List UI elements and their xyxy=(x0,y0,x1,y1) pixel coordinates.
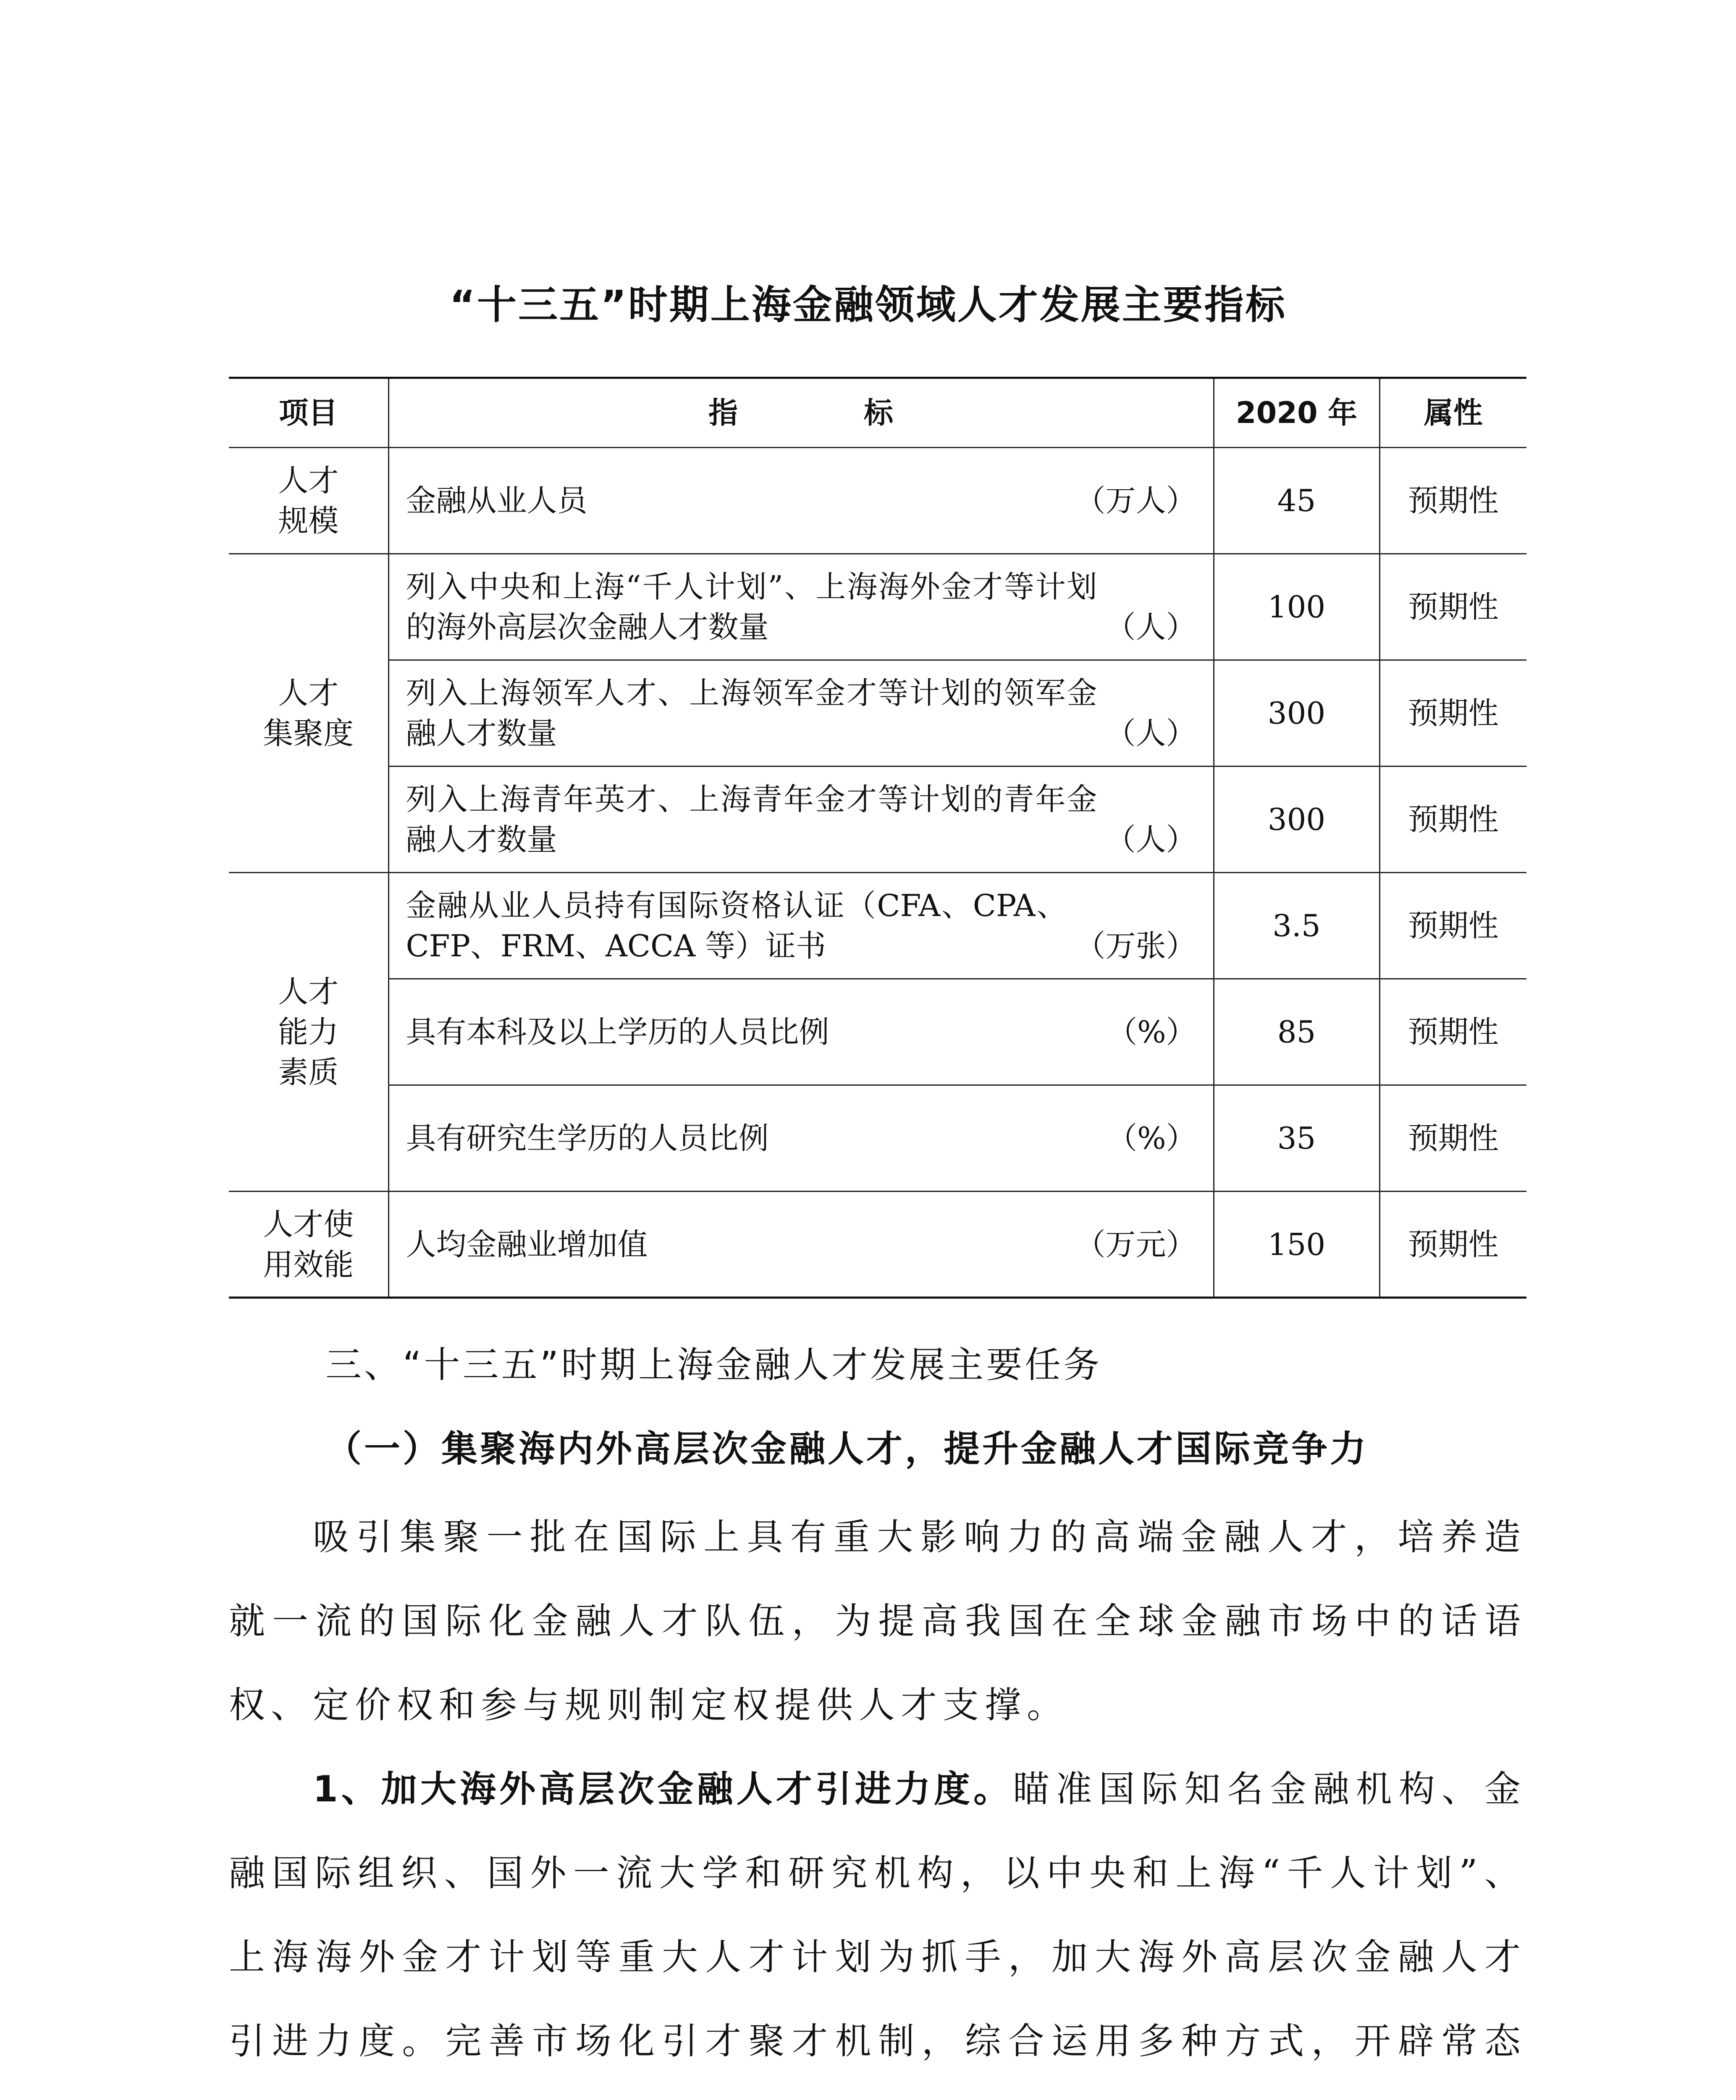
indicator-unit: （%） xyxy=(1107,1014,1196,1050)
paragraph-lead: 1、加大海外高层次金融人才引进力度。 xyxy=(313,1768,1013,1810)
value-cell: 85 xyxy=(1214,979,1379,1085)
table-row xyxy=(229,660,1526,766)
indicator-cell xyxy=(388,873,1214,979)
indicator-text: 金融从业人员持有国际资格认证（CFA、CPA、CFP、FRM、ACCA 等）证书 xyxy=(406,888,1067,963)
category-label: 人才使 用效能 xyxy=(263,1206,354,1282)
attribute-cell: 预期性 xyxy=(1379,660,1526,766)
indicator-cell xyxy=(388,979,1214,1085)
indicator-text: 列入中央和上海“千人计划”、上海海外金才等计划的海外高层次金融人才数量 xyxy=(406,569,1097,645)
table-row xyxy=(229,873,1526,979)
value-cell: 300 xyxy=(1214,660,1379,766)
category-label: 人才 规模 xyxy=(278,463,339,538)
indicator-unit: （万张） xyxy=(1075,928,1196,963)
value-cell: 300 xyxy=(1214,766,1379,873)
indicator-unit: （万人） xyxy=(1075,483,1196,518)
attribute-cell: 预期性 xyxy=(1379,1085,1526,1192)
attribute-cell: 预期性 xyxy=(1379,873,1526,979)
indicator-text: 列入上海青年英才、上海青年金才等计划的青年金融人才数量 xyxy=(406,782,1097,857)
header-project: 项目 xyxy=(229,378,388,448)
indicator-cell xyxy=(388,660,1214,766)
value-cell: 45 xyxy=(1214,448,1379,554)
category-label: 人才 集聚度 xyxy=(263,675,354,751)
indicator-text: 具有研究生学历的人员比例 xyxy=(406,1121,769,1156)
indicator-cell xyxy=(388,1085,1214,1192)
attribute-cell: 预期性 xyxy=(1379,1192,1526,1298)
attribute-cell: 预期性 xyxy=(1379,766,1526,873)
category-cell-scale xyxy=(229,448,388,554)
indicator-unit: （人） xyxy=(1105,716,1196,751)
table-header-row xyxy=(229,378,1526,448)
paragraph-body: 瞄准国际知名金融机构、金融国际组织、国外一流大学和研究机构，以中央和上海“千人计划”、上海海外金才计划等重大人才计划为抓手，加大海外高层次金融人才引进力度。完善市场化引才聚才机制，综合运用多种方式，开辟常态 xyxy=(229,1768,1527,2062)
value-cell: 150 xyxy=(1214,1192,1379,1298)
sub-heading: （一）集聚海内外高层次金融人才，提升金融人才国际竞争力 xyxy=(325,1428,1369,1470)
table-row xyxy=(229,766,1526,873)
category-cell-efficiency xyxy=(229,1192,388,1298)
table-row xyxy=(229,554,1526,660)
category-cell-concentration xyxy=(229,554,388,873)
attribute-cell: 预期性 xyxy=(1379,554,1526,660)
header-attribute: 属性 xyxy=(1379,378,1526,448)
indicator-text: 金融从业人员 xyxy=(406,483,587,518)
indicator-unit: （人） xyxy=(1105,822,1196,857)
value-cell: 3.5 xyxy=(1214,873,1379,979)
table-row xyxy=(229,448,1526,554)
header-year: 2020 年 xyxy=(1214,378,1379,448)
table-title: “十三五”时期上海金融领域人才发展主要指标 xyxy=(449,282,1287,328)
paragraph: 吸引集聚一批在国际上具有重大影响力的高端金融人才，培养造就一流的国际化金融人才队伍，为提高我国在全球金融市场中的话语权、定价权和参与规则制定权提供人才支撑。 xyxy=(229,1516,1526,1726)
indicator-cell xyxy=(388,1192,1214,1298)
indicator-cell xyxy=(388,448,1214,554)
indicator-cell xyxy=(388,554,1214,660)
indicator-cell xyxy=(388,766,1214,873)
indicator-unit: （万元） xyxy=(1075,1226,1196,1262)
indicator-unit: （人） xyxy=(1105,609,1196,645)
indicators-table xyxy=(229,377,1526,1299)
paragraph xyxy=(229,1747,1526,2100)
indicator-unit: （%） xyxy=(1107,1121,1196,1156)
category-cell-capability xyxy=(229,873,388,1192)
header-indicator: 指标 xyxy=(388,378,1214,448)
indicator-text: 列入上海领军人才、上海领军金才等计划的领军金融人才数量 xyxy=(406,675,1097,751)
indicator-text: 具有本科及以上学历的人员比例 xyxy=(406,1014,829,1050)
indicator-text: 人均金融业增加值 xyxy=(406,1226,648,1262)
table-row xyxy=(229,1192,1526,1298)
value-cell: 35 xyxy=(1214,1085,1379,1192)
attribute-cell: 预期性 xyxy=(1379,979,1526,1085)
table-row xyxy=(229,1085,1526,1192)
value-cell: 100 xyxy=(1214,554,1379,660)
section-heading: 三、“十三五”时期上海金融人才发展主要任务 xyxy=(325,1344,1102,1386)
category-label: 人才 能力 素质 xyxy=(278,974,339,1090)
table-row xyxy=(229,979,1526,1085)
attribute-cell: 预期性 xyxy=(1379,448,1526,554)
